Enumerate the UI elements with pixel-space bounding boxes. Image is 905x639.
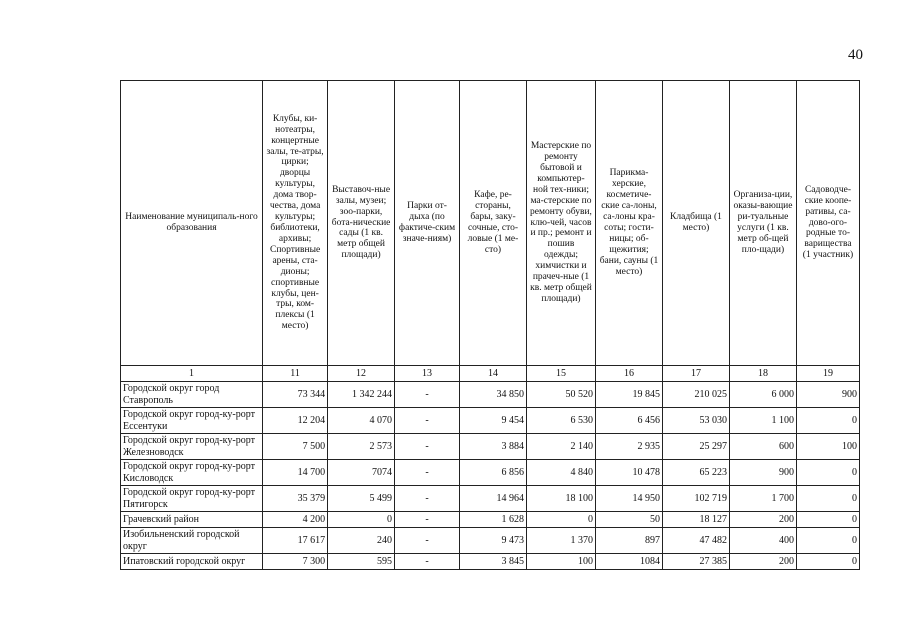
municipality-name: Грачевский район (121, 512, 263, 528)
table-cell: 0 (796, 528, 859, 554)
table-cell: 1 100 (729, 408, 796, 434)
table-cell: 100 (796, 434, 859, 460)
municipality-name: Городской округ город-ку-рорт Железноводск (121, 434, 263, 460)
table-cell: 10 478 (596, 460, 663, 486)
table-cell: - (395, 408, 460, 434)
table-cell: 50 520 (526, 382, 595, 408)
column-header: Кладбища (1 место) (662, 81, 729, 366)
municipality-name: Изобильненский городской округ (121, 528, 263, 554)
table-cell: 240 (328, 528, 395, 554)
table-cell: - (395, 554, 460, 570)
table-cell: 4 070 (328, 408, 395, 434)
table-cell: 14 700 (263, 460, 328, 486)
header-row (121, 81, 860, 366)
table-cell: 19 845 (596, 382, 663, 408)
table-cell: 0 (796, 460, 859, 486)
municipality-name: Ипатовский городской округ (121, 554, 263, 570)
table-cell: 595 (328, 554, 395, 570)
table-cell: 897 (596, 528, 663, 554)
table-cell: 2 573 (328, 434, 395, 460)
table-cell: 600 (729, 434, 796, 460)
table-cell: 17 617 (263, 528, 328, 554)
table-cell: 7074 (328, 460, 395, 486)
municipality-name: Городской округ город-ку-рорт Кисловодск (121, 460, 263, 486)
table-cell: 4 840 (526, 460, 595, 486)
table-cell: 9 473 (460, 528, 527, 554)
column-header: Кафе, ре-стораны, бары, заку-сочные, сто-ловые (1 ме-сто) (460, 81, 527, 366)
table-cell: 6 000 (729, 382, 796, 408)
column-number: 18 (729, 366, 796, 382)
column-header: Садоводче-ские коопе-ративы, са-дово-ого-родные то-варищества (1 участник) (796, 81, 859, 366)
table-cell: 6 856 (460, 460, 527, 486)
table-row (121, 486, 860, 512)
table-cell: 0 (796, 554, 859, 570)
column-number: 14 (460, 366, 527, 382)
table-cell: 14 964 (460, 486, 527, 512)
column-number: 13 (395, 366, 460, 382)
table-cell: 65 223 (662, 460, 729, 486)
table-cell: 35 379 (263, 486, 328, 512)
table-cell: - (395, 460, 460, 486)
table-cell: 5 499 (328, 486, 395, 512)
table-row (121, 408, 860, 434)
table-cell: 1 628 (460, 512, 527, 528)
table-cell: 18 127 (662, 512, 729, 528)
table-cell: 7 300 (263, 554, 328, 570)
table-cell: 2 935 (596, 434, 663, 460)
table-cell: 0 (796, 486, 859, 512)
column-number: 16 (596, 366, 663, 382)
table-cell: 12 204 (263, 408, 328, 434)
table-cell: 0 (526, 512, 595, 528)
table-cell: 200 (729, 554, 796, 570)
table-cell: 6 530 (526, 408, 595, 434)
table-cell: 210 025 (662, 382, 729, 408)
table-cell: 0 (796, 408, 859, 434)
column-header: Клубы, ки-нотеатры, концертные залы, те-атры, цирки; дворцы культуры, дома твор-чества, дома культуры; библиотеки, архивы; Спортивные арены, ста-дионы; спортивные клубы, цен-тры, ком-плексы (1 место) (263, 81, 328, 366)
column-header: Парки от-дыха (по фактиче-ским значе-ниям) (395, 81, 460, 366)
column-number-row (121, 366, 860, 382)
municipality-name: Городской округ город-ку-рорт Ессентуки (121, 408, 263, 434)
column-header: Выставоч-ные залы, музеи; зоо-парки, бота-нические сады (1 кв. метр общей площади) (328, 81, 395, 366)
table-cell: 73 344 (263, 382, 328, 408)
table-cell: 53 030 (662, 408, 729, 434)
municipality-name: Городской округ город Ставрополь (121, 382, 263, 408)
table-cell: 400 (729, 528, 796, 554)
table-row (121, 512, 860, 528)
table-cell: 34 850 (460, 382, 527, 408)
table-row (121, 382, 860, 408)
column-header: Наименование муниципаль-ного образования (121, 81, 263, 366)
municipality-name: Городской округ город-ку-рорт Пятигорск (121, 486, 263, 512)
table-cell: 4 200 (263, 512, 328, 528)
column-number: 1 (121, 366, 263, 382)
column-number: 15 (526, 366, 595, 382)
table-cell: - (395, 528, 460, 554)
table-cell: - (395, 512, 460, 528)
column-header: Мастерские по ремонту бытовой и компьютер-ной тех-ники; ма-стерские по ремонту обуви, клю-чей, часов и пр.; ремонт и пошив одежды; химчистки и прачеч-ные (1 кв. метр общей площади) (526, 81, 595, 366)
table-cell: 200 (729, 512, 796, 528)
column-number: 12 (328, 366, 395, 382)
table-row (121, 554, 860, 570)
table-row (121, 528, 860, 554)
table-cell: 25 297 (662, 434, 729, 460)
table-cell: 3 845 (460, 554, 527, 570)
column-number: 19 (796, 366, 859, 382)
table-cell: 1 342 244 (328, 382, 395, 408)
table-cell: 102 719 (662, 486, 729, 512)
table-cell: 2 140 (526, 434, 595, 460)
table-cell: 1 700 (729, 486, 796, 512)
table-cell: 18 100 (526, 486, 595, 512)
column-number: 17 (662, 366, 729, 382)
table-cell: 0 (328, 512, 395, 528)
table-cell: - (395, 382, 460, 408)
municipal-data-table (120, 80, 860, 570)
table-cell: 14 950 (596, 486, 663, 512)
table-cell: 9 454 (460, 408, 527, 434)
table-cell: - (395, 434, 460, 460)
table-cell: 3 884 (460, 434, 527, 460)
table-cell: 7 500 (263, 434, 328, 460)
table-cell: 6 456 (596, 408, 663, 434)
table-cell: 100 (526, 554, 595, 570)
table-row (121, 460, 860, 486)
page-number: 40 (848, 47, 863, 63)
column-header: Парикма-херские, косметиче-ские са-лоны, са-лоны кра-соты; гости-ницы; об-щежития; бани, сауны (1 место) (596, 81, 663, 366)
table-cell: 1 370 (526, 528, 595, 554)
table-cell: 47 482 (662, 528, 729, 554)
table-cell: 27 385 (662, 554, 729, 570)
table-cell: 900 (796, 382, 859, 408)
table-cell: 900 (729, 460, 796, 486)
table-cell: - (395, 486, 460, 512)
column-header: Организа-ции, оказы-вающие ри-туальные услуги (1 кв. метр об-щей пло-щади) (729, 81, 796, 366)
table-cell: 1084 (596, 554, 663, 570)
table-cell: 0 (796, 512, 859, 528)
table-cell: 50 (596, 512, 663, 528)
table-row (121, 434, 860, 460)
column-number: 11 (263, 366, 328, 382)
